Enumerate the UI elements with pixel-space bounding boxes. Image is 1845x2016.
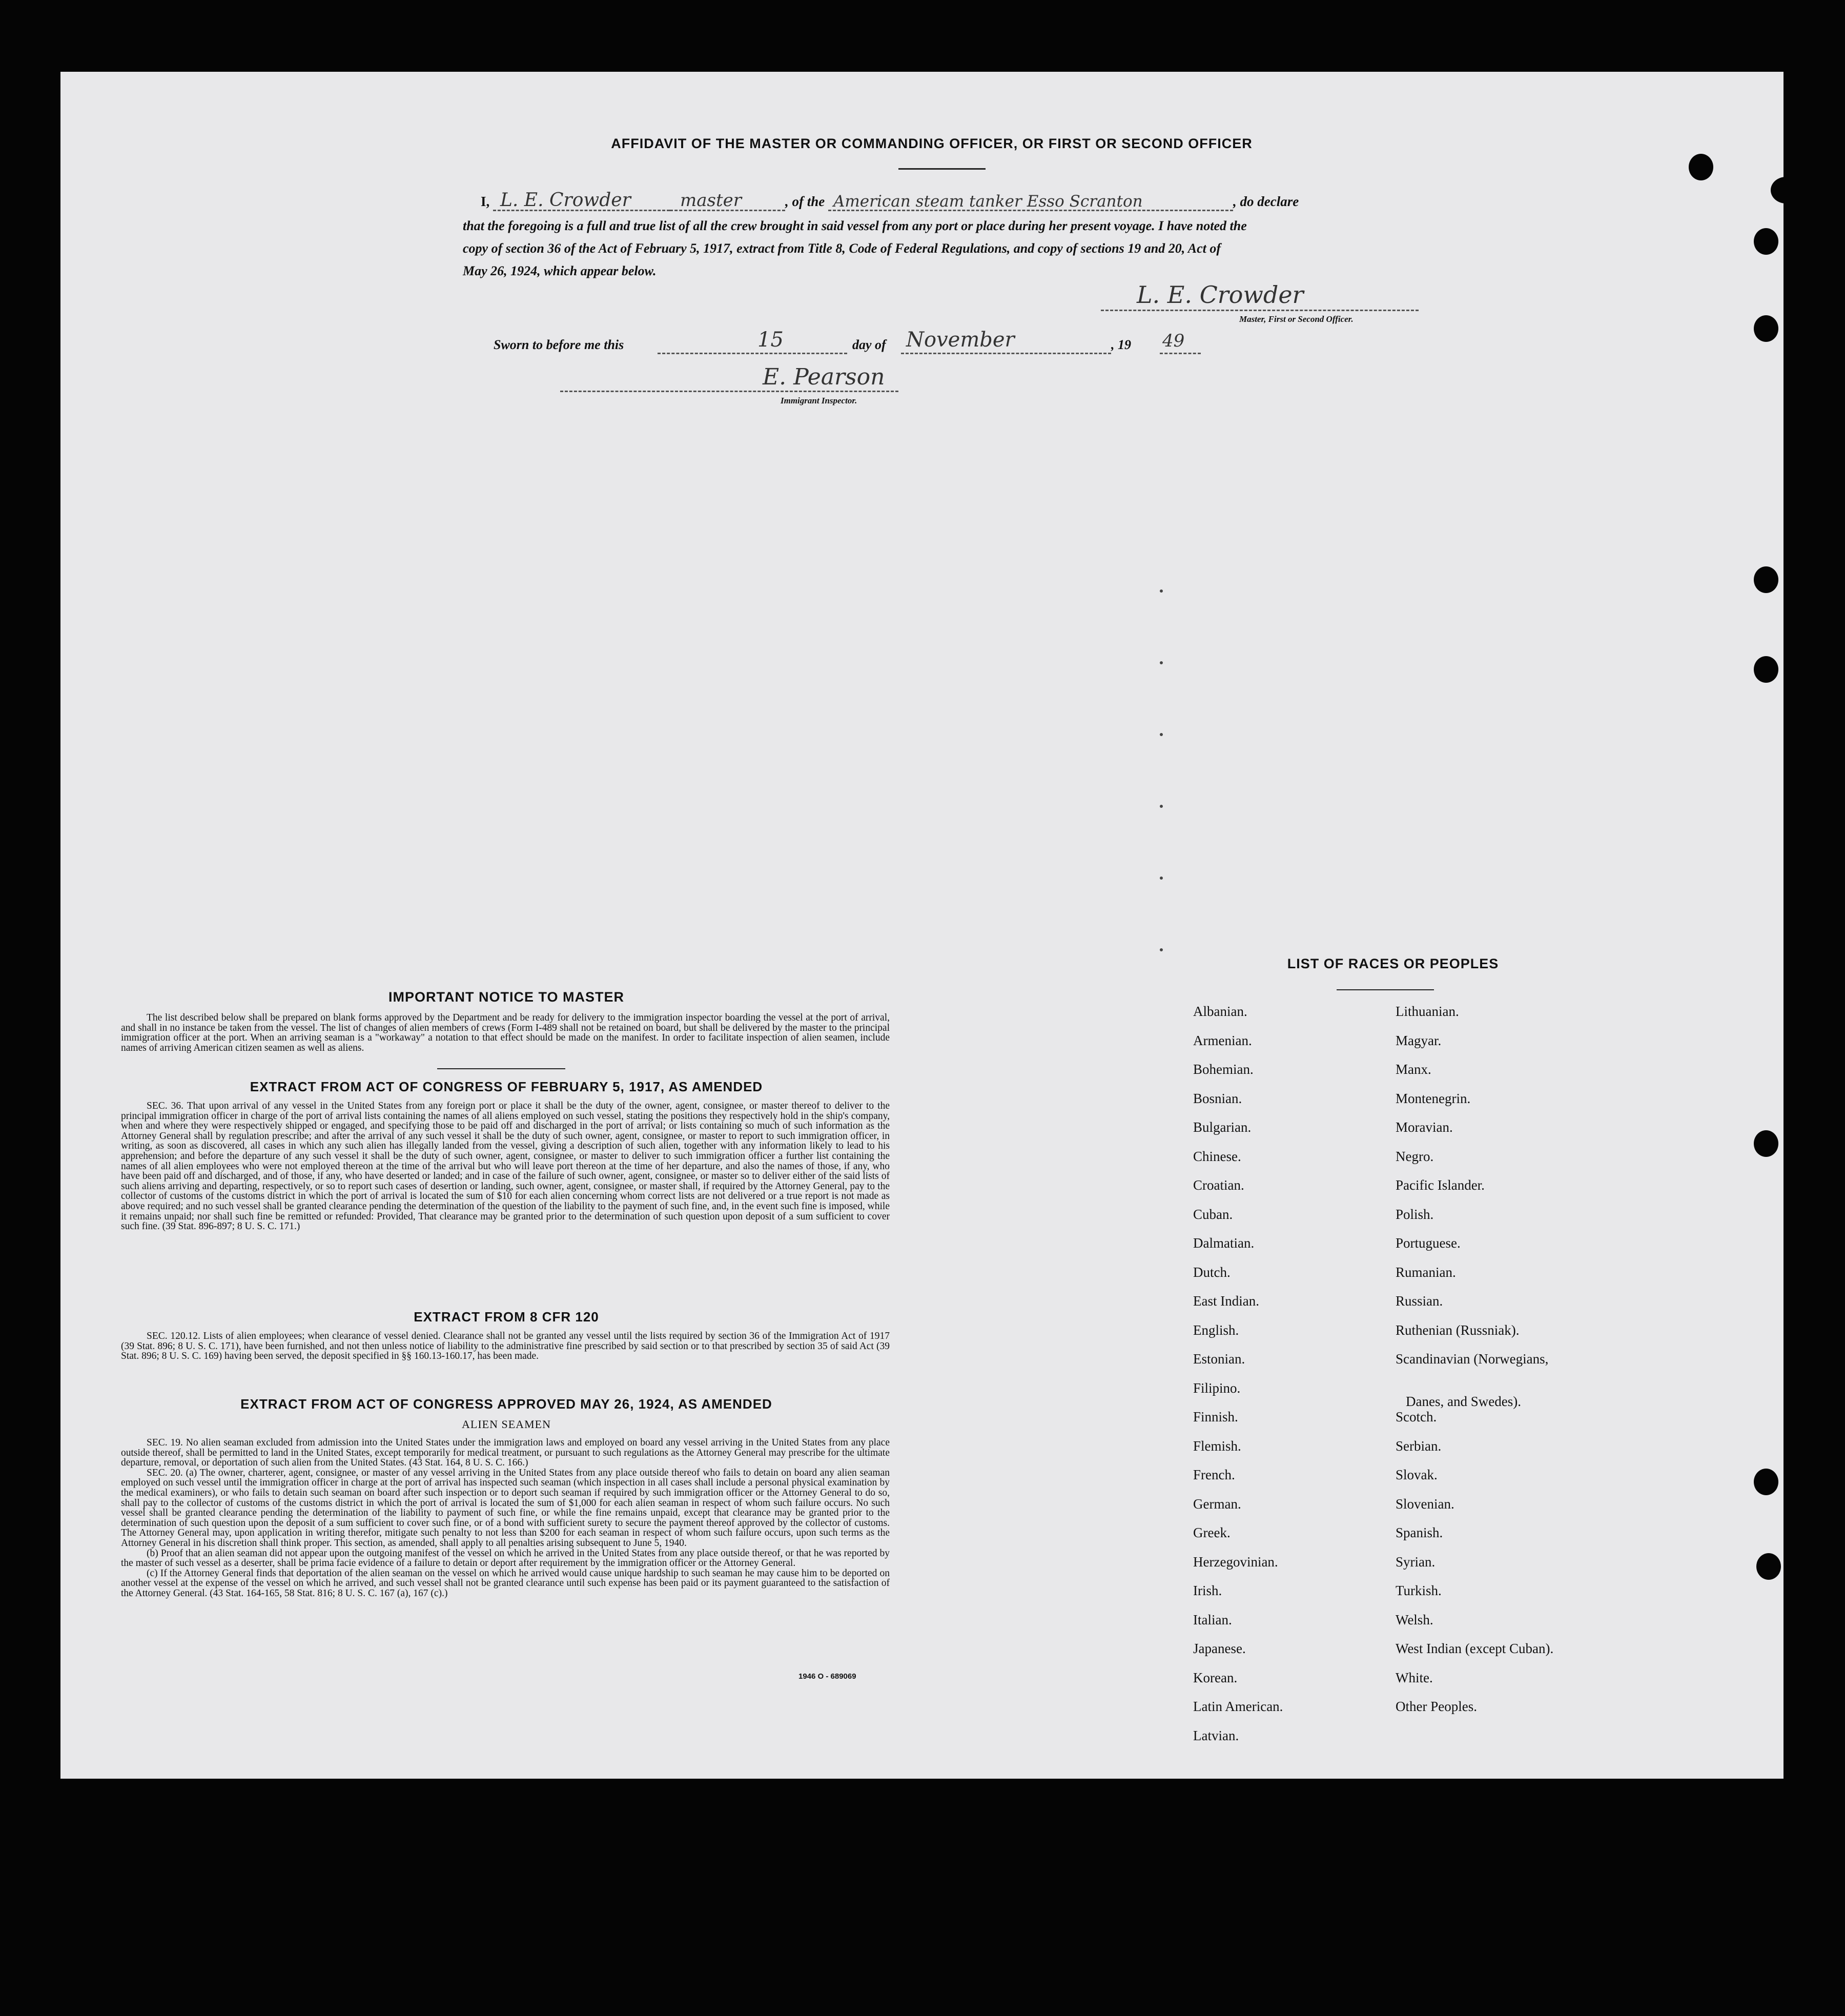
position-handwriting: master xyxy=(680,190,742,211)
notice-divider xyxy=(437,1068,565,1069)
race-item: West Indian (except Cuban). xyxy=(1396,1641,1554,1656)
race-item: Moravian. xyxy=(1396,1119,1453,1135)
vessel-field xyxy=(828,194,1233,211)
punch-hole xyxy=(1754,228,1778,255)
inspector-signature-line xyxy=(560,391,898,392)
day-of-text: day of xyxy=(852,337,886,352)
race-item: Polish. xyxy=(1396,1206,1434,1222)
race-item: Chinese. xyxy=(1193,1148,1241,1164)
race-item: Scotch. xyxy=(1396,1409,1437,1424)
section-20b-paragraph: (b) Proof that an alien seaman did not appear upon the outgoing manifest of the vessel on which he arrived in the United States from any place outside thereof, or that he was reported by the master of such vessel as a deserter, shall be prima facie evidence of a failure to detain or deport after requirement by the immigration officer or the Attorney General. xyxy=(121,1547,890,1569)
race-item: Latvian. xyxy=(1193,1727,1239,1743)
race-item: Bosnian. xyxy=(1193,1090,1242,1106)
stray-mark xyxy=(1160,877,1163,880)
race-item: Dalmatian. xyxy=(1193,1235,1255,1251)
race-item: Irish. xyxy=(1193,1583,1222,1598)
vessel-handwriting: American steam tanker Esso Scranton xyxy=(833,192,1143,211)
sworn-text: Sworn to before me this xyxy=(494,337,624,352)
race-item: Turkish. xyxy=(1396,1583,1442,1598)
stray-mark xyxy=(1160,805,1163,808)
race-item: Herzegovinian. xyxy=(1193,1554,1278,1570)
race-item: Slovenian. xyxy=(1396,1496,1454,1512)
races-divider xyxy=(1337,989,1434,990)
stray-mark xyxy=(1160,948,1163,951)
punch-hole xyxy=(1754,566,1778,593)
document-page xyxy=(60,72,1783,1779)
day-line xyxy=(658,353,847,354)
month-handwriting: November xyxy=(906,328,1015,352)
name-field xyxy=(493,190,670,211)
race-item: Finnish. xyxy=(1193,1409,1238,1424)
race-item: Japanese. xyxy=(1193,1641,1246,1656)
race-item: Welsh. xyxy=(1396,1612,1433,1627)
race-item: Korean. xyxy=(1193,1669,1238,1685)
day-handwriting: 15 xyxy=(757,328,784,352)
year-line xyxy=(1160,353,1201,354)
race-item: Lithuanian. xyxy=(1396,1004,1459,1019)
master-signature-line xyxy=(1101,310,1419,311)
year-handwriting: 49 xyxy=(1162,331,1185,351)
affidavit-title: AFFIDAVIT OF THE MASTER OR COMMANDING OFFICER, OR FIRST OR SECOND OFFICER xyxy=(611,136,1253,151)
race-item: Syrian. xyxy=(1396,1554,1436,1570)
race-item: Dutch. xyxy=(1193,1264,1231,1280)
section-20c-paragraph: (c) If the Attorney General finds that deportation of the alien seaman on the vessel on which he arrived would cause unique hardship to such seaman he may cause him to be deported on another vessel at the expense of the vessel on which he arrived, and such vessel shall not be granted clearance until such expense has been paid or its payment guaranteed to the satisfaction of the Attorney General. (43 Stat. 164-165, 58 Stat. 816; 8 U. S. C. 167 (a), 167 (c).) xyxy=(121,1567,890,1599)
extract-cfr-body: SEC. 120.12. Lists of alien employees; when clearance of vessel denied. Clearance shall not be granted any vessel until the lists required by section 36 of the Immigration Act of 1917 (39 Stat. 896; 8 U. S. C. 171), have been furnished, and not then unless notice of liability to the administrative fine prescribed by said section or to that prescribed by section 35 of said Act (39 Stat. 896; 8 U. S. C. 169) having been served, the deposit specified in §§ 160.13-160.17, has been made. xyxy=(121,1331,890,1362)
race-item: Other Peoples. xyxy=(1396,1699,1477,1714)
of-the-text: , of the xyxy=(785,194,825,209)
section-20a-paragraph: SEC. 20. (a) The owner, charterer, agent, consignee, or master of any vessel arriving in the United States from any place outside thereof who fails to detain on board any alien seaman employed on such vessel until the immigration officer in charge at the port of arrival has inspected such seaman (which inspection in all cases shall include a personal physical examination by the medical examiners), or who fails to detain such seaman on board after such inspection or to deport such seaman if required by such immigration officer or the Attorney General to do so, shall pay to the collector of customs of the customs district in which the port of arrival is located the sum of $1,000 for each alien seaman in respect of whom such failure occurs. No such vessel shall be granted clearance pending the determination of the liability to payment of such fine, or while the fine remains unpaid, except that clearance may be granted prior to the determination of such question upon the deposit of a sum sufficient to cover such fine, or of a bond with sufficient surety to secure the payment thereof approved by the collector of customs. The Attorney General may, upon application in writing therefor, mitigate such penalty to not less than $200 for each seaman in respect of whom such failure occurs, upon such terms as the Attorney General in his discretion shall think proper. This section, as amended, shall apply to all penalties arising subsequent to June 5, 1940. xyxy=(121,1467,890,1549)
title-divider xyxy=(898,168,986,170)
extract-cfr-title: EXTRACT FROM 8 CFR 120 xyxy=(414,1309,599,1325)
race-item: Albanian. xyxy=(1193,1004,1247,1019)
section-19-paragraph: SEC. 19. No alien seaman excluded from admission into the United States under the immigration laws and employed on board any vessel arriving in the United States from any place outside thereof, shall be permitted to land in the United States, except temporarily for medical treatment, or pursuant to such regulations as the Attorney General may prescribe for the ultimate departure, removal, or deportation of such alien from the United States. (43 Stat. 164, 8 U. S. C. 166.) xyxy=(121,1437,890,1469)
affidavit-line-4: May 26, 1924, which appear below. xyxy=(463,263,657,278)
do-declare-text: , do declare xyxy=(1233,194,1299,209)
race-item: Italian. xyxy=(1193,1612,1232,1627)
master-name-handwriting: L. E. Crowder xyxy=(500,190,631,211)
race-item: Slovak. xyxy=(1396,1467,1438,1482)
inspector-signature-handwriting: E. Pearson xyxy=(763,364,885,390)
race-item: Portuguese. xyxy=(1396,1235,1461,1251)
stray-mark xyxy=(1160,589,1163,593)
race-item: German. xyxy=(1193,1496,1241,1512)
race-item: Armenian. xyxy=(1193,1032,1252,1048)
punch-hole xyxy=(1756,1553,1781,1580)
stray-mark xyxy=(1160,733,1163,736)
race-item: Latin American. xyxy=(1193,1699,1283,1714)
stray-mark xyxy=(1160,661,1163,664)
races-title: LIST OF RACES OR PEOPLES xyxy=(1287,956,1499,971)
race-item: French. xyxy=(1193,1467,1235,1482)
race-item: Scandinavian (Norwegians, xyxy=(1396,1351,1549,1367)
punch-hole xyxy=(1754,656,1778,683)
race-item: Negro. xyxy=(1396,1148,1434,1164)
extract-1924-subtitle: ALIEN SEAMEN xyxy=(462,1418,551,1431)
race-item: Bohemian. xyxy=(1193,1062,1254,1077)
master-signature-caption: Master, First or Second Officer. xyxy=(1239,314,1354,324)
punch-hole xyxy=(1754,1130,1778,1157)
inspector-caption: Immigrant Inspector. xyxy=(781,396,857,405)
race-item: Magyar. xyxy=(1396,1032,1442,1048)
notice-title: IMPORTANT NOTICE TO MASTER xyxy=(388,989,624,1005)
extract-1917-body: SEC. 36. That upon arrival of any vessel in the United States from any foreign port or place it shall be the duty of the owner, agent, consignee, or master thereof to deliver to the principal immigration officer in charge of the port of arrival lists containing the names of all aliens employed on such vessel, stating the positions they respectively hold in the ship's company, when and where they were respectively shipped or engaged, and specifying those to be paid off and discharged in the port of arrival; or lists containing so much of such information as the Attorney General shall by regulation prescribe; and after the arrival of any such vessel it shall be the duty of such owner, agent, consignee, or master to report to such immigration officer, in writing, as soon as discovered, all cases in which any such alien has illegally landed from the vessel, giving a description of such alien, together with any information likely to lead to his apprehension; and before the departure of any such vessel it shall be the duty of such owner, agent, consignee, or master to deliver to such immigration officer a further list containing the names of all alien employees who were not employed thereon at the time of the arrival but who will leave port thereon at the time of her departure, and also the names of those, if any, who have been paid off and discharged, and of those, if any, who have deserted or landed; and in case of the failure of such owner, agent, consignee, or master so to deliver either of the said lists of such aliens arriving and departing, respectively, or so to report such cases of desertion or landing, such owner, agent, consignee, or master shall, if required by the Attorney General, pay to the collector of customs of the customs district in which the port of arrival is located the sum of $10 for each alien concerning whom correct lists are not delivered or a true report is not made as above required; and no such vessel shall be granted clearance pending the determination of the question of the liability to the payment of such fine, and, in the event such fine is imposed, while it remains unpaid; nor shall such fine be remitted or refunded: Provided, That clearance may be granted prior to the determination of such question upon deposit of a sum sufficient to cover such fine. (39 Stat. 896-897; 8 U. S. C. 171.) xyxy=(121,1101,890,1232)
affidavit-line-3: copy of section 36 of the Act of February 5, 1917, extract from Title 8, Code of Federal Regulations, and copy of sections 19 and 20, Act of xyxy=(463,241,1221,256)
race-item: Russian. xyxy=(1396,1293,1443,1309)
position-field xyxy=(670,190,785,211)
punch-hole xyxy=(1689,154,1713,180)
master-signature-handwriting: L. E. Crowder xyxy=(1137,281,1304,309)
race-item: English. xyxy=(1193,1322,1239,1338)
affidavit-i: I, xyxy=(481,194,490,209)
punch-hole xyxy=(1771,177,1801,203)
race-item: Estonian. xyxy=(1193,1351,1245,1367)
race-item: Manx. xyxy=(1396,1062,1431,1077)
race-item: White. xyxy=(1396,1669,1433,1685)
notice-body: The list described below shall be prepared on blank forms approved by the Department and be ready for delivery to the immigration inspector boarding the vessel at the port of arrival, and shall in no instance be taken from the vessel. The list of changes of alien members of crews (Form I-489 shall not be retained on board, but shall be delivered by the master to the principal immigration officer at the port. When an arriving seaman is a "workaway" a notation to that effect should be made on the manifest. In order to facilitate inspection of alien seamen, include names of arriving American citizen seamen as well as aliens. xyxy=(121,1012,890,1053)
punch-hole xyxy=(1754,315,1778,342)
month-line xyxy=(901,353,1111,354)
race-item: Filipino. xyxy=(1193,1380,1241,1396)
race-item: Montenegrin. xyxy=(1396,1090,1471,1106)
punch-hole xyxy=(1754,1469,1778,1495)
race-item: Pacific Islander. xyxy=(1396,1177,1485,1193)
race-item: Croatian. xyxy=(1193,1177,1244,1193)
extract-1924-title: EXTRACT FROM ACT OF CONGRESS APPROVED MAY 26, 1924, AS AMENDED xyxy=(240,1396,772,1412)
race-item: Flemish. xyxy=(1193,1438,1241,1454)
race-item: Bulgarian. xyxy=(1193,1119,1252,1135)
race-item: Danes, and Swedes). xyxy=(1406,1393,1521,1409)
race-item: Rumanian. xyxy=(1396,1264,1456,1280)
affidavit-line-1 xyxy=(481,190,1521,211)
race-item: Ruthenian (Russniak). xyxy=(1396,1322,1520,1338)
affidavit-line-2: that the foregoing is a full and true list of all the crew brought in said vessel from any port or place during her present voyage. I have noted the xyxy=(463,218,1247,233)
race-item: Greek. xyxy=(1193,1525,1231,1540)
race-item: Spanish. xyxy=(1396,1525,1443,1540)
year-prefix: , 19 xyxy=(1111,337,1131,352)
extract-1917-title: EXTRACT FROM ACT OF CONGRESS OF FEBRUARY 5, 1917, AS AMENDED xyxy=(250,1079,763,1094)
print-code: 1946 O - 689069 xyxy=(798,1672,856,1681)
race-item: Cuban. xyxy=(1193,1206,1233,1222)
race-item: East Indian. xyxy=(1193,1293,1259,1309)
race-item: Serbian. xyxy=(1396,1438,1442,1454)
extract-1924-body xyxy=(121,1438,890,1599)
